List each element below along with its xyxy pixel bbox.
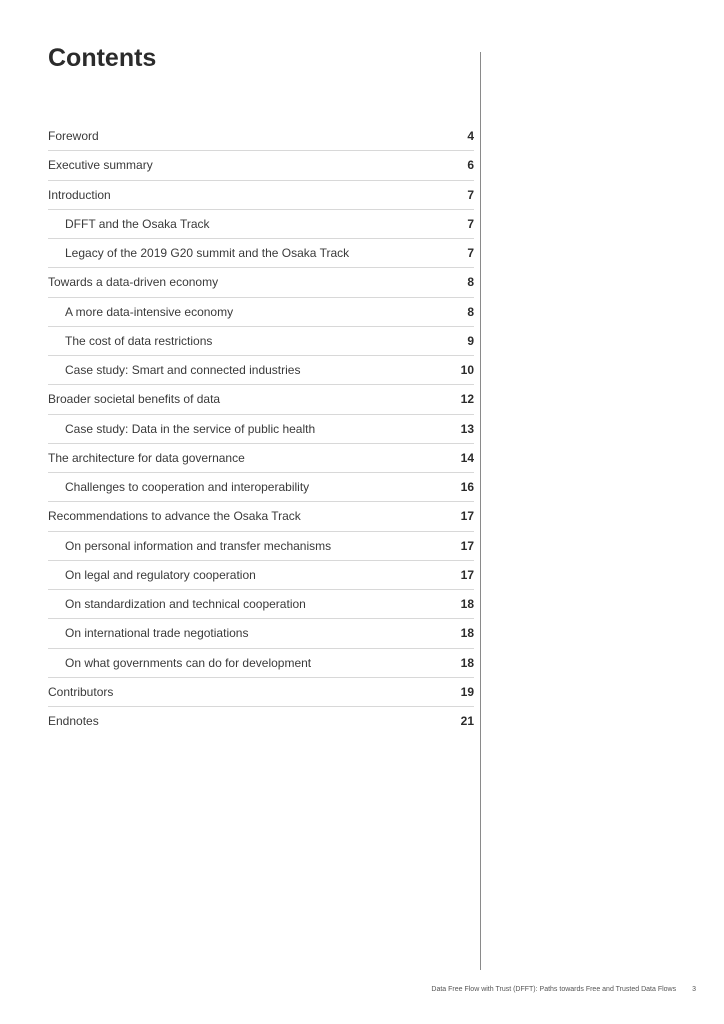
- toc-entry-title: Foreword: [48, 129, 99, 144]
- toc-entry[interactable]: [48, 150, 474, 179]
- toc-entry[interactable]: [48, 414, 474, 443]
- toc-entry[interactable]: [48, 297, 474, 326]
- toc-entry-page-number: 16: [460, 480, 474, 495]
- toc-entry[interactable]: [48, 648, 474, 677]
- toc-entry[interactable]: [48, 121, 474, 150]
- toc-entry-title: The architecture for data governance: [48, 450, 245, 465]
- vertical-divider: [480, 52, 481, 970]
- toc-entry-page-number: 14: [460, 450, 474, 465]
- page-footer: [431, 986, 696, 993]
- toc-entry-page-number: 6: [467, 158, 474, 173]
- toc-entry-page-number: 10: [460, 363, 474, 378]
- toc-entry-page-number: 12: [460, 392, 474, 407]
- toc-entry-title: Case study: Data in the service of public health: [65, 421, 316, 436]
- toc-entry[interactable]: [48, 706, 474, 735]
- toc-entry[interactable]: [48, 443, 474, 472]
- toc-entry-page-number: 21: [460, 714, 474, 729]
- toc-entry-title: On personal information and transfer mechanisms: [65, 538, 332, 553]
- toc-entry-title: On standardization and technical cooperation: [65, 597, 306, 612]
- toc-entry-page-number: 8: [467, 304, 474, 319]
- toc-entry-page-number: 7: [467, 246, 474, 261]
- toc-entry-page-number: 18: [460, 597, 474, 612]
- toc-entry[interactable]: [48, 472, 474, 501]
- toc-entry-page-number: 7: [467, 187, 474, 202]
- toc-entry[interactable]: [48, 618, 474, 647]
- page-title: Contents: [48, 44, 157, 72]
- toc-entry-title: A more data-intensive economy: [65, 304, 234, 319]
- toc-entry-title: Towards a data-driven economy: [48, 275, 219, 290]
- toc-entry[interactable]: [48, 677, 474, 706]
- toc-entry-title: On what governments can do for development: [65, 655, 312, 670]
- toc-entry-title: Executive summary: [48, 158, 153, 173]
- toc-entry-title: Legacy of the 2019 G20 summit and the Osaka Track: [65, 246, 350, 261]
- toc-entry-page-number: 17: [460, 509, 474, 524]
- toc-entry-page-number: 17: [460, 538, 474, 553]
- toc-entry[interactable]: [48, 180, 474, 209]
- toc-entry[interactable]: [48, 267, 474, 296]
- toc-entry[interactable]: [48, 384, 474, 413]
- toc-entry-page-number: 17: [460, 567, 474, 582]
- toc-entry-title: Case study: Smart and connected industries: [65, 363, 301, 378]
- toc-entry-title: Contributors: [48, 684, 114, 699]
- toc-entry-page-number: 8: [467, 275, 474, 290]
- footer-document-title: Data Free Flow with Trust (DFFT): Paths towards Free and Trusted Data Flows: [431, 986, 677, 993]
- toc-entry-page-number: 7: [467, 216, 474, 231]
- toc-entry-title: Broader societal benefits of data: [48, 392, 221, 407]
- toc-entry-title: Endnotes: [48, 714, 99, 729]
- toc-entry-title: DFFT and the Osaka Track: [65, 216, 210, 231]
- toc-entry[interactable]: [48, 501, 474, 530]
- toc-entry-page-number: 4: [467, 129, 474, 144]
- toc-entry[interactable]: [48, 560, 474, 589]
- toc-entry-title: The cost of data restrictions: [65, 333, 213, 348]
- toc-entry-title: On international trade negotiations: [65, 626, 249, 641]
- toc-entry-page-number: 13: [460, 421, 474, 436]
- footer-page-number: 3: [692, 986, 696, 993]
- toc-entry[interactable]: [48, 238, 474, 267]
- toc-entry-page-number: 18: [460, 655, 474, 670]
- toc-entry[interactable]: [48, 355, 474, 384]
- toc-entry[interactable]: [48, 531, 474, 560]
- toc-entry-title: Challenges to cooperation and interoperability: [65, 480, 310, 495]
- toc-entry-page-number: 9: [467, 333, 474, 348]
- toc-entry[interactable]: [48, 326, 474, 355]
- toc-entry[interactable]: [48, 589, 474, 618]
- toc-entry-page-number: 19: [460, 684, 474, 699]
- toc-entry-page-number: 18: [460, 626, 474, 641]
- toc-entry-title: On legal and regulatory cooperation: [65, 567, 256, 582]
- toc-entry[interactable]: [48, 209, 474, 238]
- toc-entry-title: Introduction: [48, 187, 111, 202]
- table-of-contents: [48, 121, 474, 735]
- toc-entry-title: Recommendations to advance the Osaka Track: [48, 509, 301, 524]
